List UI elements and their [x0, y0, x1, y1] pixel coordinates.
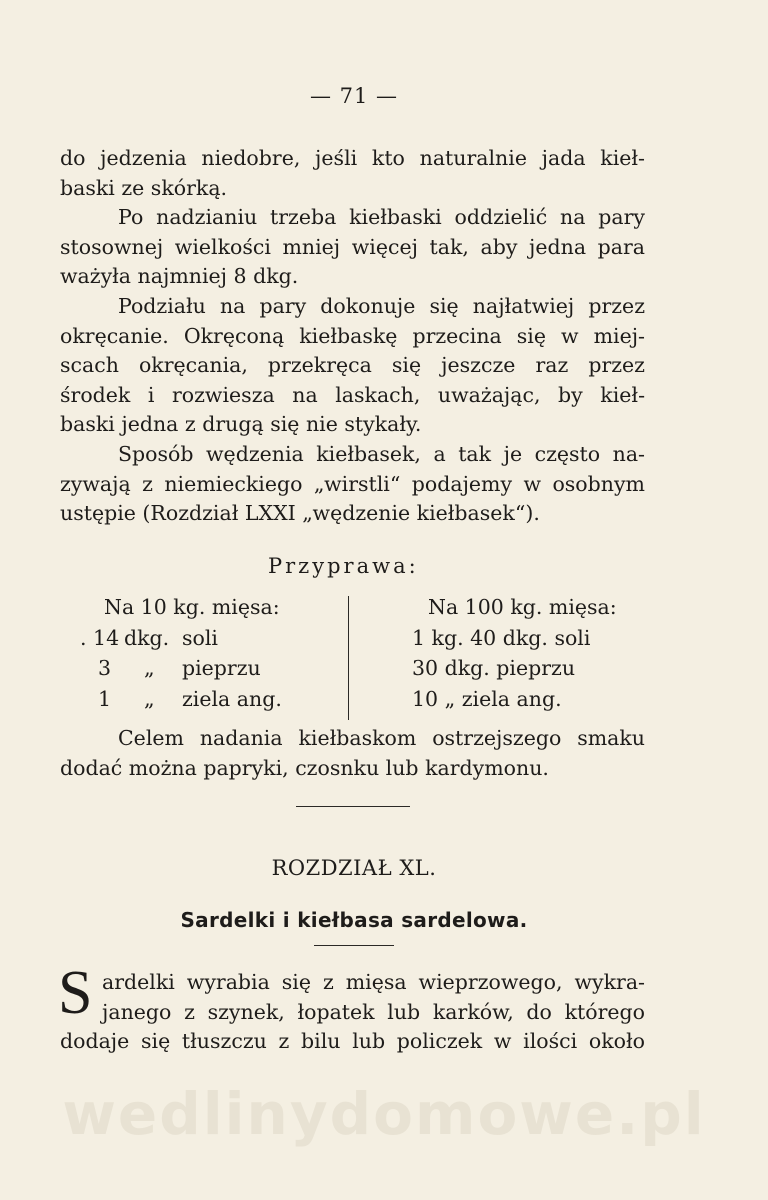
section-title: Sardelki i kiełbasa sardelowa.: [180, 908, 528, 932]
table-row: [60, 623, 346, 654]
page-number: — 71 —: [309, 84, 399, 108]
table-row: [60, 653, 346, 684]
text-line: ważyła najmniej 8 dkg.: [60, 264, 299, 289]
text-line: janego z szynek, łopatek lub karków, do którego: [102, 999, 645, 1024]
text-line: środek i rozwiesza na laskach, uważając, by kieł-: [60, 382, 645, 407]
drop-cap: S: [58, 959, 93, 1027]
text-line: Podziału na pary dokonuje się najłatwiej przez: [118, 293, 645, 318]
item: ziela ang.: [182, 686, 282, 711]
item: pieprzu: [182, 656, 261, 681]
text-line: stosownej wielkości mniej więcej tak, aby jedna para: [60, 234, 645, 259]
column-header-text: Na 10 kg. mięsa:: [104, 595, 280, 619]
spice-column-100kg: [412, 592, 652, 714]
qty: 1: [98, 686, 112, 711]
table-row: [412, 653, 652, 684]
paragraph-2: [60, 724, 645, 783]
text-line: Po nadzianiu trzeba kiełbaski oddzielić na pary: [118, 205, 645, 230]
row-text: 10 „ ziela ang.: [412, 686, 562, 711]
text-line: baski ze skórką.: [60, 175, 228, 200]
item: soli: [182, 625, 218, 650]
paragraph-1: [60, 144, 645, 529]
unit: „: [144, 686, 155, 711]
row-text: 1 kg. 40 dkg. soli: [412, 625, 591, 650]
watermark: wedlinydomowe.pl: [62, 1080, 706, 1148]
table-row: [412, 623, 652, 654]
column-header: [60, 592, 346, 623]
text-line: Sposób wędzenia kiełbasek, a tak je często na-: [118, 441, 645, 466]
text-line: scach okręcania, przekręca się jeszcze raz przez: [60, 353, 645, 378]
row-text: 30 dkg. pieprzu: [412, 656, 576, 681]
spice-column-10kg: [60, 592, 346, 714]
title-underline: [314, 945, 394, 946]
column-header: [412, 592, 652, 623]
table-row: [412, 684, 652, 715]
unit: dkg.: [124, 625, 170, 650]
text-line: baski jedna z drugą się nie stykały.: [60, 412, 422, 437]
text-line: dodaje się tłuszczu z bilu lub policzek w ilości około: [60, 1029, 645, 1054]
chapter-heading: ROZDZIAŁ XL.: [271, 856, 437, 880]
unit: „: [144, 656, 155, 681]
column-header-text: Na 100 kg. mięsa:: [428, 595, 617, 619]
text-line: Celem nadania kiełbaskom ostrzejszego smaku: [118, 726, 645, 750]
section-divider: [296, 806, 410, 807]
table-row: [60, 684, 346, 715]
qty: . 14: [80, 625, 120, 650]
text-line: ardelki wyrabia się z mięsa wieprzowego, wykra-: [102, 970, 645, 994]
text-line: dodać można papryki, czosnku lub kardymonu.: [60, 755, 549, 780]
text-line: ustępie (Rozdział LXXI „wędzenie kiełbasek“).: [60, 501, 540, 526]
text-line: okręcanie. Okręconą kiełbaskę przecina się w miej-: [60, 323, 645, 348]
qty: 3: [98, 656, 112, 681]
paragraph-3: [60, 968, 645, 1057]
text-line: do jedzenia niedobre, jeśli kto naturalnie jada kieł-: [60, 146, 645, 170]
column-divider: [348, 596, 349, 720]
spice-heading: Przyprawa:: [268, 554, 419, 578]
text-line: zywają z niemieckiego „wirstli“ podajemy w osobnym: [60, 471, 645, 496]
